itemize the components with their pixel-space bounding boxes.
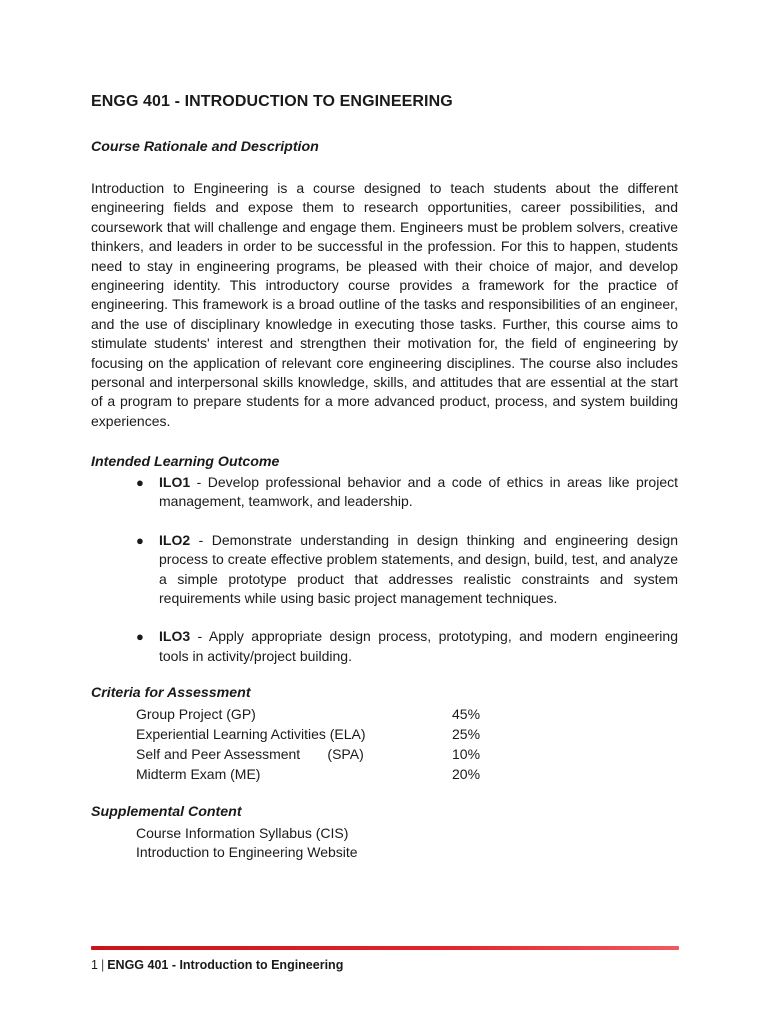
bullet-icon: ●: [136, 532, 144, 548]
supplemental-heading: Supplemental Content: [91, 804, 242, 820]
criteria-percent: 20%: [452, 766, 481, 782]
ilo-item-3: [136, 627, 678, 666]
footer-separator: |: [100, 958, 105, 972]
criteria-name: Self and Peer Assessment (SPA): [136, 746, 364, 762]
ilo-item-1: [136, 473, 678, 512]
ilo-text: - Demonstrate understanding in design thinking and engineering design process to create effective problem statements, and design, build, test, and analyze a simple prototype product that addresses realistic constraints and system requirements while using basic project management techniques.: [159, 531, 678, 607]
bullet-icon: ●: [136, 629, 144, 645]
page-title: ENGG 401 - INTRODUCTION TO ENGINEERING: [91, 93, 453, 110]
ilo-heading: Intended Learning Outcome: [91, 454, 280, 470]
bullet-icon: ●: [136, 475, 144, 490]
criteria-name: Group Project (GP): [136, 706, 256, 722]
criteria-row: [136, 705, 496, 725]
page-footer: [91, 958, 343, 972]
footer-rule: [91, 946, 679, 950]
criteria-percent: 25%: [452, 726, 481, 742]
supplemental-item: Course Information Syllabus (CIS): [136, 825, 349, 841]
ilo-code: ILO2: [159, 531, 191, 548]
criteria-name: Experiential Learning Activities (ELA): [136, 726, 366, 742]
criteria-name: Midterm Exam (ME): [136, 766, 261, 782]
criteria-percent: 10%: [452, 746, 481, 762]
ilo-text: - Develop professional behavior and a code of ethics in areas like project management, teamwork, and leadership.: [159, 474, 678, 510]
footer-title: ENGG 401 - Introduction to Engineering: [107, 958, 344, 972]
criteria-percent: 45%: [452, 706, 481, 722]
criteria-row: [136, 765, 496, 785]
rationale-paragraph: Introduction to Engineering is a course designed to teach students about the different engineering fields and expose them to research opportunities, career possibilities, and coursework that will challenge and engage them. Engineers must be problem solvers, creative thinkers, and leaders in order to be successful in the profession. For this to happen, students need to stay in engineering programs, be pleased with their choice of major, and develop engineering identity. This introductory course provides a framework for the practice of engineering. This framework is a broad outline of the tasks and responsibilities of an engineer, and the use of disciplinary knowledge in executing those tasks. Further, this course aims to stimulate students' interest and strengthen their motivation for, the field of engineering by focusing on the application of relevant core engineering disciplines. The course also includes personal and interpersonal skills knowledge, skills, and attitudes that are essential at the start of a program to prepare students for a more advanced product, process, and system building experiences.: [91, 180, 678, 429]
rationale-heading: Course Rationale and Description: [91, 139, 319, 155]
ilo-code: ILO1: [159, 474, 191, 490]
supplemental-list: [136, 824, 358, 863]
supplemental-item: Introduction to Engineering Website: [136, 844, 358, 861]
ilo-item-2: [136, 531, 678, 609]
criteria-heading: Criteria for Assessment: [91, 685, 251, 701]
criteria-table: [136, 705, 496, 785]
page-number: 1: [91, 958, 98, 972]
criteria-row: [136, 745, 496, 765]
ilo-text: - Apply appropriate design process, prototyping, and modern engineering tools in activity/project building.: [159, 628, 678, 664]
ilo-list: [136, 473, 678, 666]
ilo-code: ILO3: [159, 628, 191, 645]
criteria-row: [136, 725, 496, 745]
